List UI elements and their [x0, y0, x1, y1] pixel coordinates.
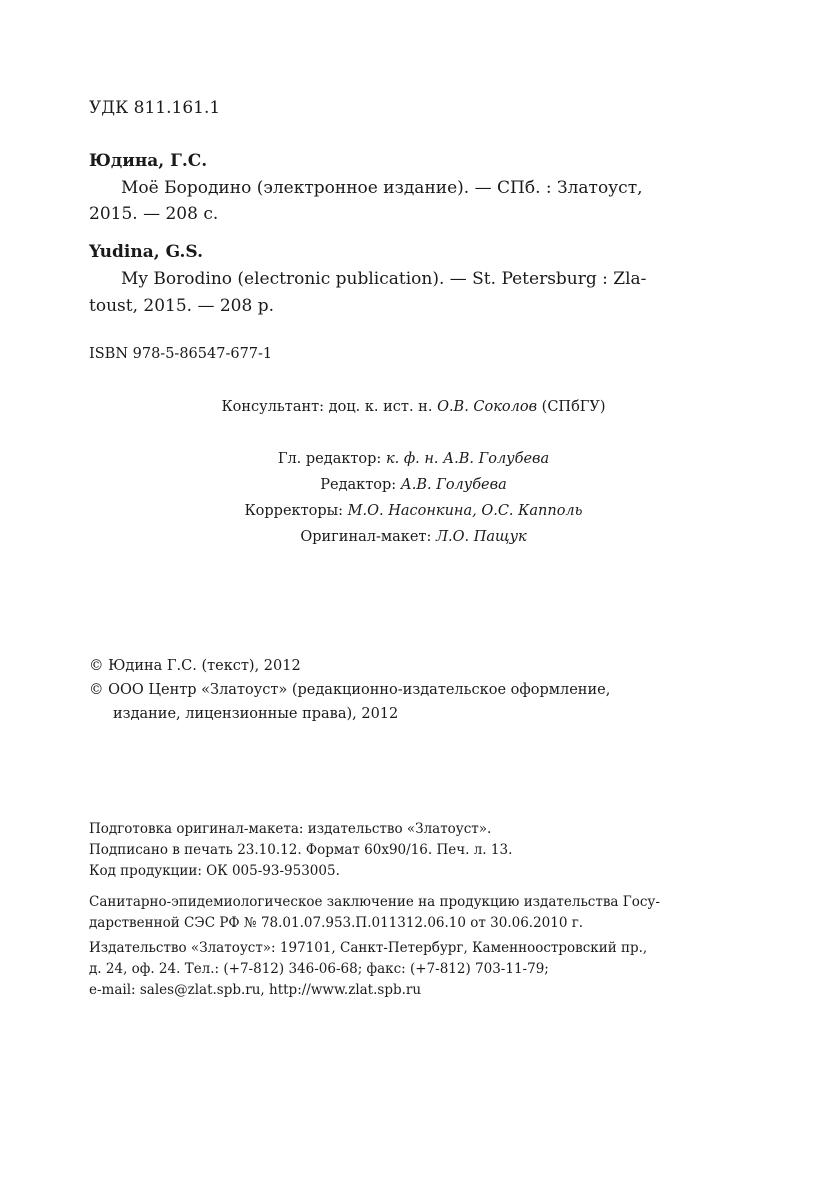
- staff-label: Редактор:: [320, 477, 401, 493]
- ru-author: Юдина, Г.С.: [89, 151, 208, 171]
- staff-name: М.О. Насонкина, О.С. Капполь: [347, 503, 583, 519]
- imprint-sanitary-2: дарственной СЭС РФ № 78.01.07.953.П.011312.06.10 от 30.06.2010 г.: [89, 915, 584, 931]
- en-pub-line: toust, 2015. — 208 p.: [89, 296, 274, 316]
- staff-editor: [0, 477, 827, 493]
- consultant-label: Консультант: доц. к. ист. н.: [221, 399, 438, 415]
- copyright-line-1: © Юдина Г.С. (текст), 2012: [89, 658, 301, 674]
- udk-code: УДК 811.161.1: [89, 98, 221, 118]
- staff-label: Корректоры:: [244, 503, 348, 519]
- staff-name: к. ф. н. А.В. Голубева: [385, 451, 550, 467]
- en-author: Yudina, G.S.: [89, 242, 203, 262]
- staff-proofreaders: [0, 503, 827, 519]
- consultant-line: [0, 399, 827, 415]
- consultant-name: О.В. Соколов: [437, 399, 538, 415]
- imprint-publisher-1: Издательство «Златоуст»: 197101, Санкт-Петербург, Каменноостровский пр.,: [89, 940, 648, 956]
- staff-name: А.В. Голубева: [400, 477, 507, 493]
- consultant-affiliation: (СПбГУ): [537, 399, 606, 415]
- ru-pub-line: 2015. — 208 с.: [89, 204, 219, 224]
- staff-layout: [0, 529, 827, 545]
- imprint-signed: Подписано в печать 23.10.12. Формат 60x90/16. Печ. л. 13.: [89, 842, 513, 858]
- staff-label: Оригинал-макет:: [300, 529, 436, 545]
- imprint-publisher-2: д. 24, оф. 24. Тел.: (+7-812) 346-06-68; факс: (+7-812) 703-11-79;: [89, 961, 549, 977]
- imprint-publisher-3: e-mail: sales@zlat.spb.ru, http://www.zlat.spb.ru: [89, 982, 422, 998]
- isbn: ISBN 978-5-86547-677-1: [89, 346, 273, 362]
- imprint-sanitary-1: Санитарно-эпидемиологическое заключение на продукцию издательства Госу-: [89, 894, 660, 910]
- copyright-line-2: © ООО Центр «Златоуст» (редакционно-издательское оформление,: [89, 682, 611, 698]
- imprint-code: Код продукции: ОК 005-93-953005.: [89, 863, 340, 879]
- staff-chief-editor: [0, 451, 827, 467]
- en-title-line: My Borodino (electronic publication). — St. Petersburg : Zla-: [121, 269, 647, 289]
- ru-title-line: Моё Бородино (электронное издание). — СПб. : Златоуст,: [121, 178, 643, 198]
- imprint-prep: Подготовка оригинал-макета: издательство «Златоуст».: [89, 821, 492, 837]
- staff-name: Л.О. Пащук: [435, 529, 527, 545]
- copyright-line-3: издание, лицензионные права), 2012: [113, 706, 399, 722]
- staff-label: Гл. редактор:: [277, 451, 386, 467]
